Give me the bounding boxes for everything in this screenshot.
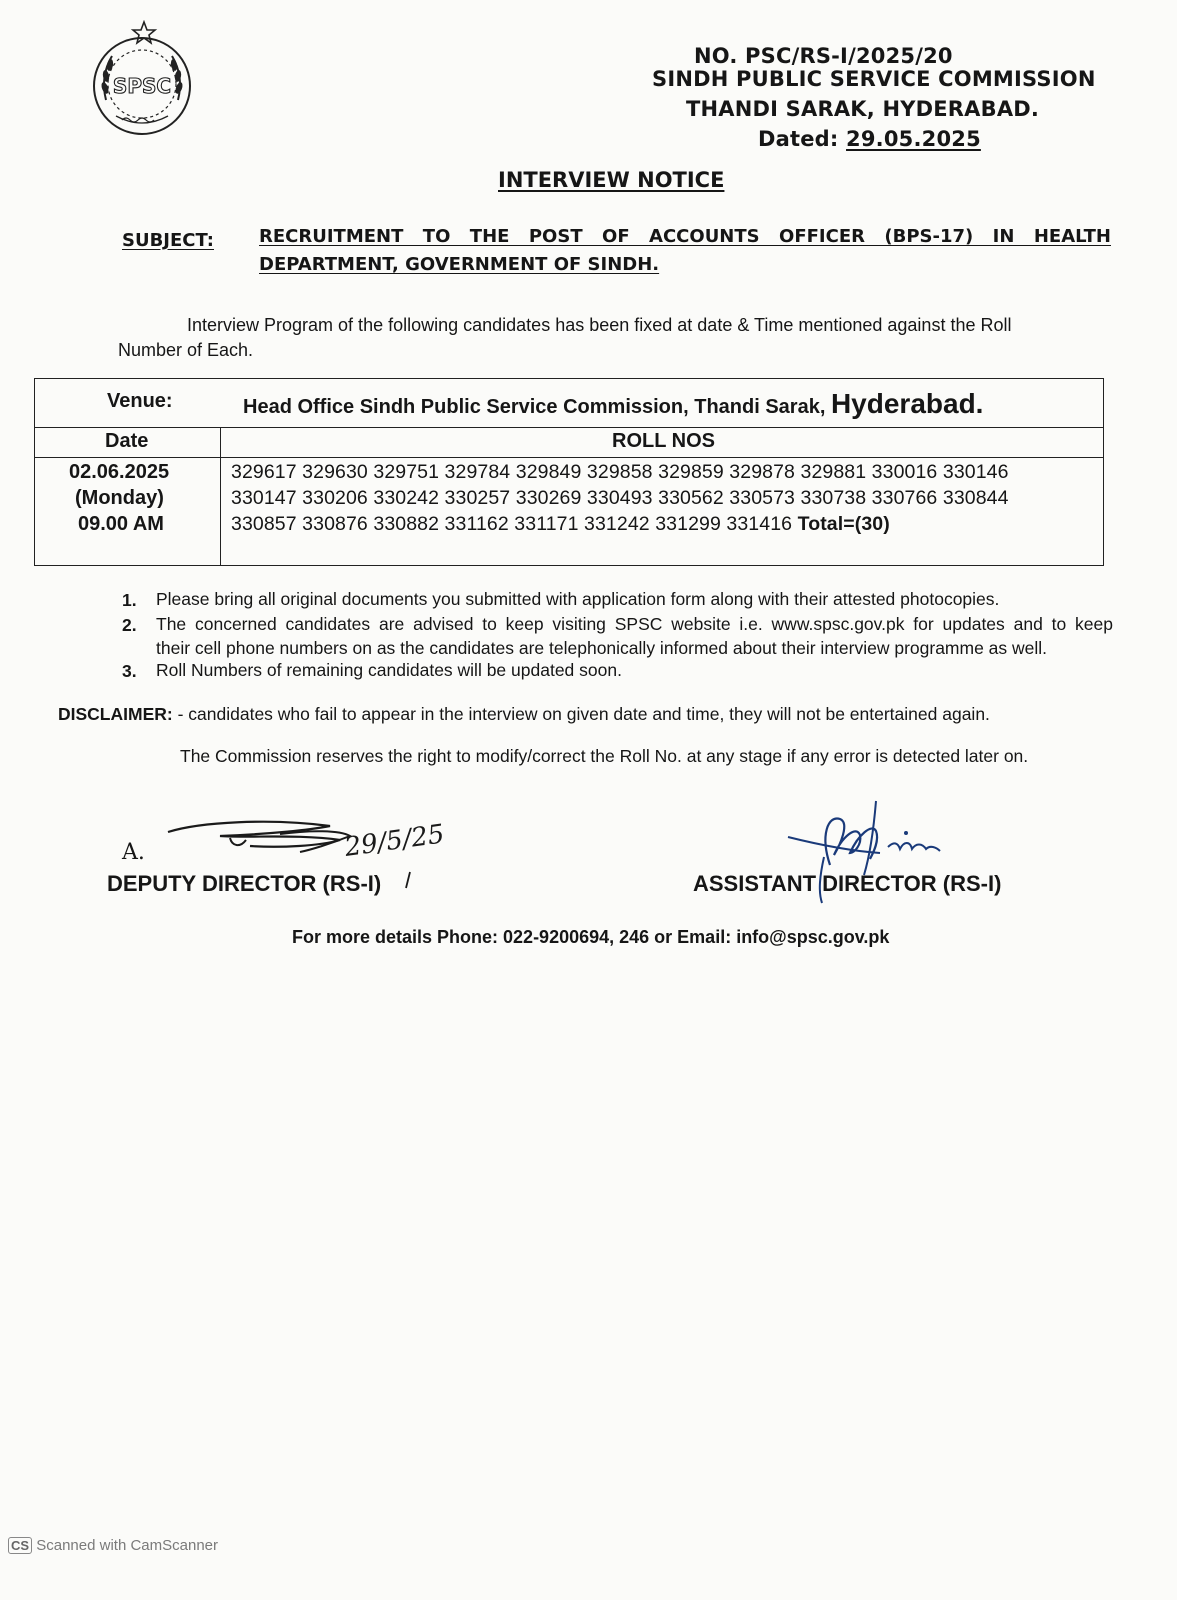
disclaimer-text: - candidates who fail to appear in the interview on given date and time, they will not be entertained again. xyxy=(177,704,990,724)
instruction-2-text: The concerned candidates are advised to keep visiting SPSC website i.e. www.spsc.gov.pk for updates and to keep xyxy=(156,614,1113,634)
subject-line-2: DEPARTMENT, GOVERNMENT OF SINDH. xyxy=(259,254,660,275)
logo-text: SPSC xyxy=(112,74,172,98)
roll-numbers-line-1: 329617 329630 329751 329784 329849 329858 329859 329878 329881 330016 330146 xyxy=(231,461,1009,483)
venue-text: Head Office Sindh Public Service Commission, Thandi Sarak, xyxy=(243,396,826,418)
roll-numbers-list: 330857 330876 330882 331162 331171 331242 331299 331416 xyxy=(231,513,793,535)
dated-value: 29.05.2025 xyxy=(846,127,981,151)
subject-line-1: RECRUITMENT TO THE POST OF ACCOUNTS OFFICER (BPS-17) IN HEALTH xyxy=(259,226,1111,247)
venue-city: Hyderabad. xyxy=(830,388,984,419)
assistant-director-title: ASSISTANT DIRECTOR (RS-I) xyxy=(693,871,1002,896)
interview-day: (Monday) xyxy=(75,487,164,509)
roll-nos-column-header: ROLL NOS xyxy=(612,430,715,452)
roll-numbers-line-3 xyxy=(231,513,890,536)
subject-label: SUBJECT: xyxy=(122,230,214,251)
disclaimer xyxy=(58,704,990,725)
organization-address: THANDI SARAK, HYDERABAD. xyxy=(686,97,1040,121)
left-signature-initial: A. xyxy=(122,840,145,865)
spsc-logo xyxy=(86,20,198,136)
contact-details: For more details Phone: 022-9200694, 246 or Email: info@spsc.gov.pk xyxy=(292,927,890,947)
reservation-note: The Commission reserves the right to modify/correct the Roll No. at any stage if any error is detected later on. xyxy=(180,746,1029,766)
notice-title: INTERVIEW NOTICE xyxy=(498,168,725,192)
roll-total: Total=(30) xyxy=(797,513,890,535)
instruction-1-text: Please bring all original documents you submitted with application form along with their attested photocopies. xyxy=(156,589,1000,609)
organization-name: SINDH PUBLIC SERVICE COMMISSION xyxy=(652,67,1096,91)
camscanner-text: Scanned with CamScanner xyxy=(36,1537,218,1554)
venue-value xyxy=(243,388,983,420)
reference-number: NO. PSC/RS-I/2025/20 xyxy=(694,44,953,68)
camscanner-watermark xyxy=(8,1537,218,1554)
interview-schedule-table xyxy=(34,378,1104,566)
handwritten-date: 29/5/25 xyxy=(342,819,447,863)
instruction-2-number: 2. xyxy=(122,615,137,635)
date-column-header: Date xyxy=(105,430,149,452)
intro-line-2: Number of Each. xyxy=(118,340,254,360)
disclaimer-label: DISCLAIMER: xyxy=(58,704,173,724)
interview-date: 02.06.2025 xyxy=(69,461,170,483)
instruction-3-text: Roll Numbers of remaining candidates will be updated soon. xyxy=(156,660,622,680)
venue-label: Venue: xyxy=(107,390,173,412)
deputy-director-title: DEPUTY DIRECTOR (RS-I) xyxy=(107,871,382,896)
instruction-2-text-continued: their cell phone numbers on as the candidates are telephonically informed about their interview programme as well. xyxy=(156,638,1048,658)
dated-label: Dated: xyxy=(758,127,839,151)
instruction-3-number: 3. xyxy=(122,661,137,681)
dated-line xyxy=(758,127,981,151)
camscanner-badge: CS xyxy=(8,1537,32,1554)
interview-time: 09.00 AM xyxy=(78,513,164,535)
intro-line-1: Interview Program of the following candidates has been fixed at date & Time mentioned against the Roll xyxy=(187,315,1012,335)
instruction-1-number: 1. xyxy=(122,590,137,610)
roll-numbers-line-2: 330147 330206 330242 330257 330269 330493 330562 330573 330738 330766 330844 xyxy=(231,487,1009,509)
